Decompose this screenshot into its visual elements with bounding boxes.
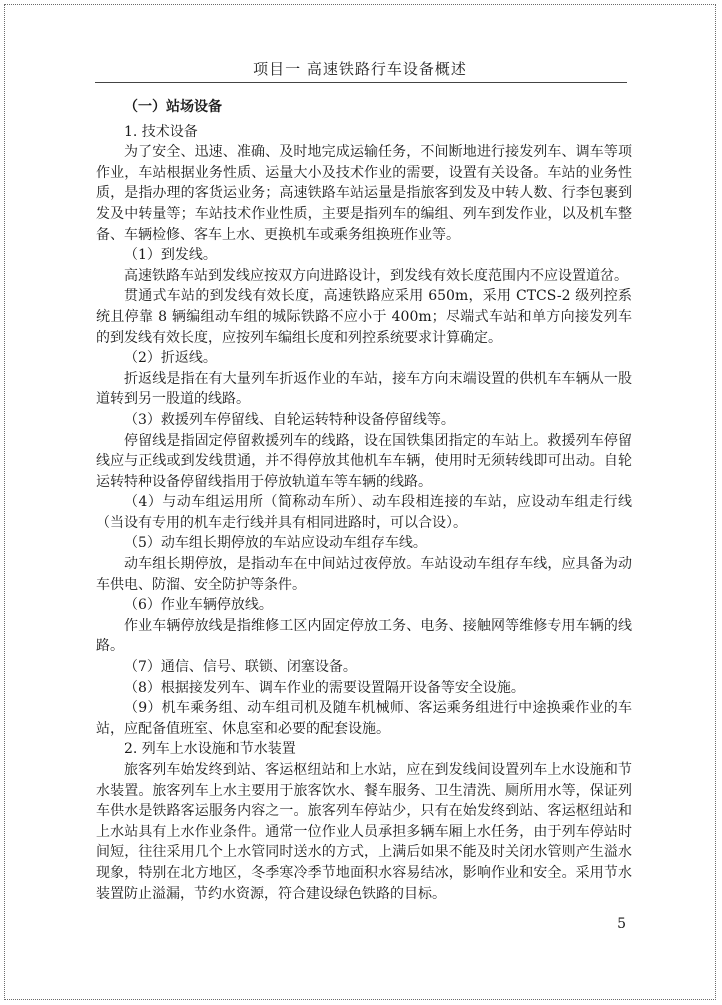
subsection-heading: 2. 列车上水设施和节水装置 <box>124 741 296 758</box>
paragraph: 停留线是指固定停留救援列车的线路，设在国铁集团指定的车站上。救援列车停留线应与正线或到发线贯通，并不得停放其他机车车辆，使用时无须转线即可出动。自轮运转特种设备停留线指用于停放轨道车等车辆的线路。 <box>96 432 632 490</box>
subsection-heading: 1. 技术设备 <box>124 123 198 140</box>
section-title: （一）站场设备 <box>124 99 222 115</box>
paragraph: 贯通式车站的到发线有效长度，高速铁路应采用 650m，采用 CTCS-2 级列控系统且停靠 8 辆编组动车组的城际铁路不应小于 400m；尽端式车站和单方向接发列车的到发线有效长度，应按列车编组长度和列控系统要求计算确定。 <box>96 288 632 346</box>
list-item-heading: （6）作业车辆停放线。 <box>124 597 273 614</box>
paragraph: 动车组长期停放，是指动车在中间站过夜停放。车站设动车组存车线，应具备为动车供电、防溜、安全防护等条件。 <box>96 556 632 593</box>
list-item-heading: （7）通信、信号、联锁、闭塞设备。 <box>124 659 357 676</box>
list-item-heading: （2）折返线。 <box>124 350 217 367</box>
list-item-heading: （1）到发线。 <box>124 247 217 264</box>
paragraph: 旅客列车始发终到站、客运枢纽站和上水站，应在到发线间设置列车上水设施和节水装置。旅客列车上水主要用于旅客饮水、餐车服务、卫生清洗、厕所用水等，保证列车供水是铁路客运服务内容之一。旅客列车停站少，只有在始发终到站、客运枢纽站和上水站具有上水作业条件。通常一位作业人员承担多辆车厢上水任务，由于列车停站时间短，往往采用几个上水管同时送水的方式，上满后如果不能及时关闭水管则产生溢水现象，特别在北方地区，冬季寒冷季节地面积水容易结冰，影响作业和安全。采用节水装置防止溢漏，节约水资源，符合建设绿色铁路的目标。 <box>96 762 632 902</box>
list-item-heading: （9）机车乘务组、动车组司机及随车机械师、客运乘务组进行中途换乘作业的车站，应配备值班室、休息室和必要的配套设施。 <box>96 700 632 737</box>
list-item-heading: （8）根据接发列车、调车作业的需要设置隔开设备等安全设施。 <box>124 679 525 696</box>
list-item-heading: （4）与动车组运用所（简称动车所）、动车段相连接的车站，应设动车组走行线（当设有专用的机车走行线并具有相同进路时，可以合设）。 <box>96 494 632 531</box>
paragraph: 为了安全、迅速、准确、及时地完成运输任务，不间断地进行接发列车、调车等项作业，车站根据业务性质、运量大小及技术作业的需要，设置有关设备。车站的业务性质，是指办理的客货运业务；高速铁路车站运量是指旅客到发及中转人数、行李包裹到发及中转量等；车站技术作业性质，主要是指列车的编组、列车到发作业，以及机车整备、车辆检修、客车上水、更换机车或乘务组换班作业等。 <box>96 144 632 243</box>
list-item-heading: （5）动车组长期停放的车站应设动车组存车线。 <box>124 535 427 552</box>
list-item-heading: （3）救援列车停留线、自轮运转特种设备停留线等。 <box>124 411 455 428</box>
paragraph: 折返线是指在有大量列车折返作业的车站，接车方向末端设置的供机车车辆从一股道转到另一股道的线路。 <box>96 370 632 408</box>
page-body <box>96 97 632 904</box>
running-header: 项目一 高速铁路行车设备概述 <box>253 60 467 78</box>
header-rule <box>95 82 627 83</box>
paragraph: 高速铁路车站到发线应按双方向进路设计，到发线有效长度范围内不应设置道岔。 <box>124 267 628 284</box>
page-number: 5 <box>617 916 626 932</box>
paragraph: 作业车辆停放线是指维修工区内固定停放工务、电务、接触网等维修专用车辆的线路。 <box>96 617 632 655</box>
